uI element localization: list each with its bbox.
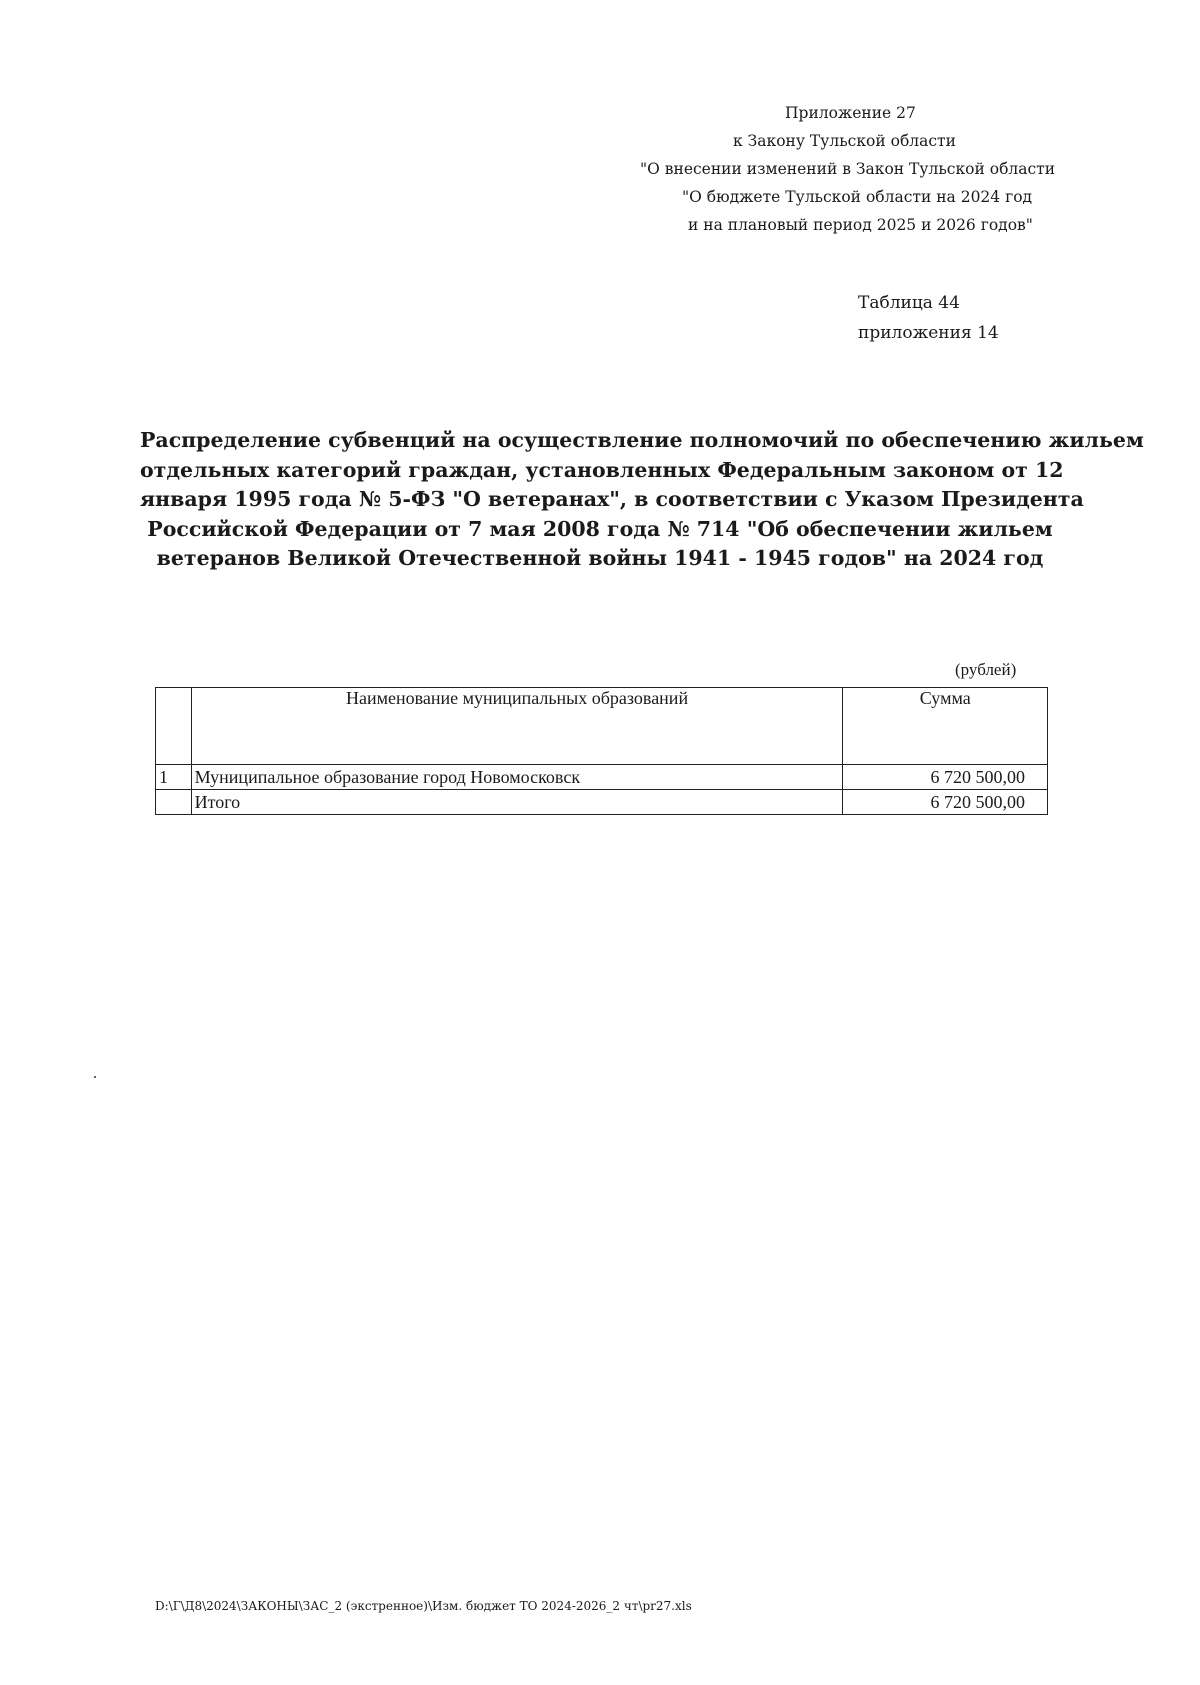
file-path-footer: D:\Г\Д8\2024\ЗАКОНЫ\ЗАС_2 (экстренное)\Изм. бюджет ТО 2024-2026_2 чт\pr27.xls (155, 1599, 692, 1613)
row-sum: 6 720 500,00 (843, 765, 1048, 790)
title-line-4: Российской Федерации от 7 мая 2008 года № 714 "Об обеспечении жильем (147, 516, 1053, 541)
scan-speck (94, 1076, 96, 1078)
title-line-3: января 1995 года № 5-ФЗ "О ветеранах", в соответствии с Указом Президента (140, 487, 1084, 511)
appendix-law-title-line2: "О бюджете Тульской области на 2024 год (682, 188, 1033, 206)
appendix-law-reference: к Закону Тульской области (733, 132, 956, 150)
title-line-5: ветеранов Великой Отечественной войны 1941 - 1945 годов" на 2024 год (156, 546, 1044, 570)
total-sum: 6 720 500,00 (843, 790, 1048, 815)
header-number (156, 688, 192, 765)
row-number: 1 (156, 765, 192, 790)
title-line-1: Распределение субвенций на осуществление полномочий по обеспечению жильем (140, 428, 1144, 452)
appendix-law-title-line1: "О внесении изменений в Закон Тульской области (640, 160, 1056, 178)
units-label: (рублей) (955, 660, 1017, 679)
table-reference (858, 288, 999, 348)
appendix-number: Приложение 27 (785, 104, 916, 122)
row-municipality-name: Муниципальное образование город Новомосковск (191, 765, 843, 790)
table-number: Таблица 44 (858, 293, 960, 313)
total-label: Итого (191, 790, 843, 815)
table-appendix-number: приложения 14 (858, 323, 999, 343)
table-row (156, 765, 1048, 790)
header-sum: Сумма (843, 688, 1048, 765)
total-number (156, 790, 192, 815)
appendix-reference (640, 99, 1056, 239)
total-row (156, 790, 1048, 815)
header-municipality-name: Наименование муниципальных образований (191, 688, 843, 765)
title-line-2: отдельных категорий граждан, установленных Федеральным законом от 12 (140, 457, 1064, 482)
subsidy-table (155, 687, 1048, 815)
table-header-row (156, 688, 1048, 765)
document-title (140, 426, 1144, 574)
appendix-law-title-line3: и на плановый период 2025 и 2026 годов" (688, 216, 1033, 234)
